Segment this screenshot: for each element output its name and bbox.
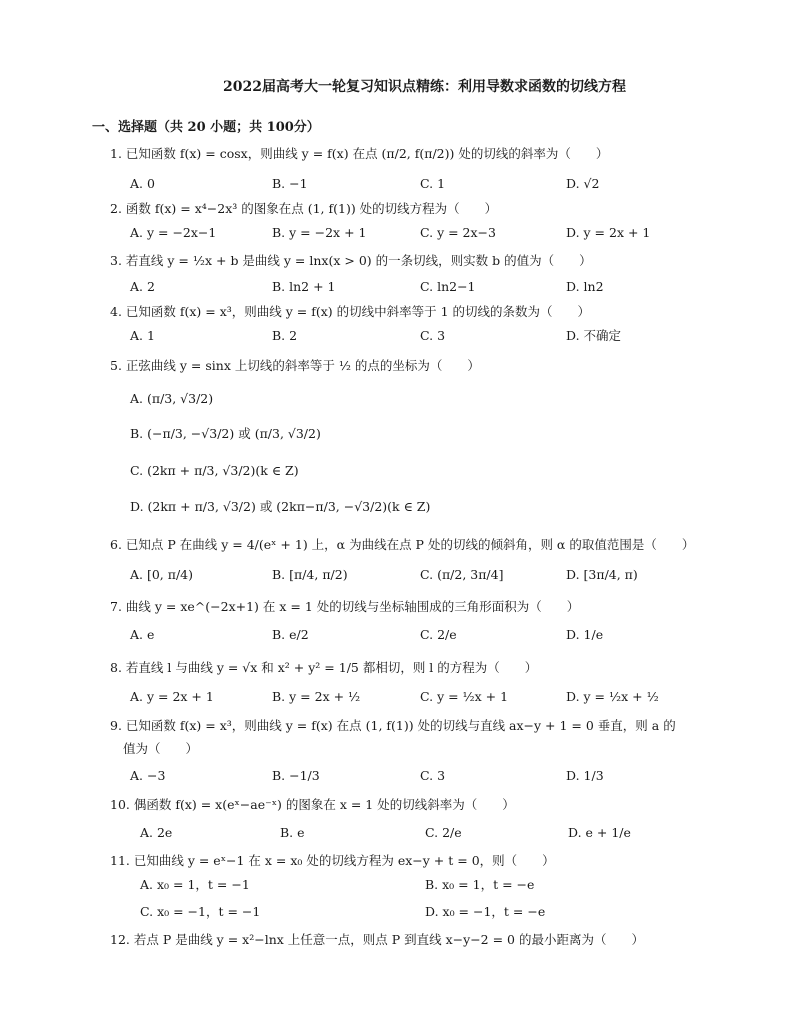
question-11-stem: 11. 已知曲线 y = eˣ−1 在 x = x₀ 处的切线方程为 ex−y + t = 0，则（ ） [110, 853, 555, 868]
q5-option-b: B. (−π/3, −√3/2) 或 (π/3, √3/2) [130, 426, 321, 441]
q10-option-c: C. 2/e [425, 825, 462, 840]
question-12-stem: 12. 若点 P 是曲线 y = x²−lnx 上任意一点，则点 P 到直线 x−y−2 = 0 的最小距离为（ ） [110, 932, 644, 947]
q3-option-b: B. ln2 + 1 [272, 279, 336, 294]
question-10-stem: 10. 偶函数 f(x) = x(eˣ−ae⁻ˣ) 的图象在 x = 1 处的切线斜率为（ ） [110, 797, 515, 812]
question-9-stem: 9. 已知函数 f(x) = x³，则曲线 y = f(x) 在点 (1, f(1)) 处的切线与直线 ax−y + 1 = 0 垂直，则 a 的 [110, 718, 676, 733]
question-4-stem: 4. 已知函数 f(x) = x³，则曲线 y = f(x) 的切线中斜率等于 1 的切线的条数为（ ） [110, 304, 591, 319]
q11-option-c: C. x₀ = −1，t = −1 [140, 904, 261, 919]
question-5-stem: 5. 正弦曲线 y = sinx 上切线的斜率等于 ½ 的点的坐标为（ ） [110, 358, 480, 373]
question-9-stem-cont: 值为（ ） [123, 741, 199, 756]
q5-option-d: D. (2kπ + π/3, √3/2) 或 (2kπ−π/3, −√3/2)(k ∈ Z) [130, 499, 431, 514]
q11-option-a: A. x₀ = 1，t = −1 [140, 877, 250, 892]
question-7-stem: 7. 曲线 y = xe^(−2x+1) 在 x = 1 处的切线与坐标轴围成的三角形面积为（ ） [110, 599, 580, 614]
q11-option-b: B. x₀ = 1，t = −e [425, 877, 535, 892]
q7-option-c: C. 2/e [420, 627, 457, 642]
q8-option-a: A. y = 2x + 1 [130, 689, 214, 704]
q3-option-a: A. 2 [130, 279, 155, 294]
q2-option-a: A. y = −2x−1 [130, 225, 217, 240]
q4-option-a: A. 1 [130, 328, 155, 343]
q6-option-c: C. (π/2, 3π/4] [420, 567, 504, 582]
q11-option-d: D. x₀ = −1，t = −e [425, 904, 546, 919]
q10-option-d: D. e + 1/e [568, 825, 631, 840]
q6-option-b: B. [π/4, π/2) [272, 567, 348, 582]
q6-option-d: D. [3π/4, π) [566, 567, 638, 582]
q5-option-a: A. (π/3, √3/2) [130, 391, 214, 406]
q3-option-d: D. ln2 [566, 279, 604, 294]
q1-option-c: C. 1 [420, 176, 446, 191]
q2-option-d: D. y = 2x + 1 [566, 225, 651, 240]
question-1-stem: 1. 已知函数 f(x) = cosx，则曲线 y = f(x) 在点 (π/2, f(π/2)) 处的切线的斜率为（ ） [110, 146, 609, 161]
q7-option-d: D. 1/e [566, 627, 604, 642]
question-3-stem: 3. 若直线 y = ½x + b 是曲线 y = lnx(x > 0) 的一条切线，则实数 b 的值为（ ） [110, 253, 592, 268]
q4-option-b: B. 2 [272, 328, 298, 343]
q7-option-a: A. e [130, 627, 155, 642]
q8-option-b: B. y = 2x + ½ [272, 689, 361, 704]
q10-option-b: B. e [280, 825, 305, 840]
q2-option-b: B. y = −2x + 1 [272, 225, 367, 240]
q1-option-a: A. 0 [130, 176, 155, 191]
question-6-stem: 6. 已知点 P 在曲线 y = 4/(eˣ + 1) 上，α 为曲线在点 P 处的切线的倾斜角，则 α 的取值范围是（ ） [110, 537, 695, 552]
q5-option-c: C. (2kπ + π/3, √3/2)(k ∈ Z) [130, 463, 299, 478]
question-2-stem: 2. 函数 f(x) = x⁴−2x³ 的图象在点 (1, f(1)) 处的切线方程为（ ） [110, 201, 498, 216]
q3-option-c: C. ln2−1 [420, 279, 476, 294]
section-heading: 一、选择题（共 20 小题；共 100分） [92, 120, 320, 135]
q4-option-c: C. 3 [420, 328, 446, 343]
q1-option-b: B. −1 [272, 176, 308, 191]
q9-option-a: A. −3 [130, 768, 166, 783]
q9-option-c: C. 3 [420, 768, 446, 783]
q9-option-b: B. −1/3 [272, 768, 320, 783]
q6-option-a: A. [0, π/4) [130, 567, 194, 582]
q4-option-d: D. 不确定 [566, 328, 622, 343]
q8-option-d: D. y = ½x + ½ [566, 689, 659, 704]
q2-option-c: C. y = 2x−3 [420, 225, 496, 240]
q8-option-c: C. y = ½x + 1 [420, 689, 509, 704]
question-8-stem: 8. 若直线 l 与曲线 y = √x 和 x² + y² = 1/5 都相切，则 l 的方程为（ ） [110, 660, 538, 675]
q7-option-b: B. e/2 [272, 627, 309, 642]
q10-option-a: A. 2e [140, 825, 173, 840]
q9-option-d: D. 1/3 [566, 768, 604, 783]
page-title: 2022届高考大一轮复习知识点精练：利用导数求函数的切线方程 [223, 79, 626, 95]
q1-option-d: D. √2 [566, 176, 600, 191]
